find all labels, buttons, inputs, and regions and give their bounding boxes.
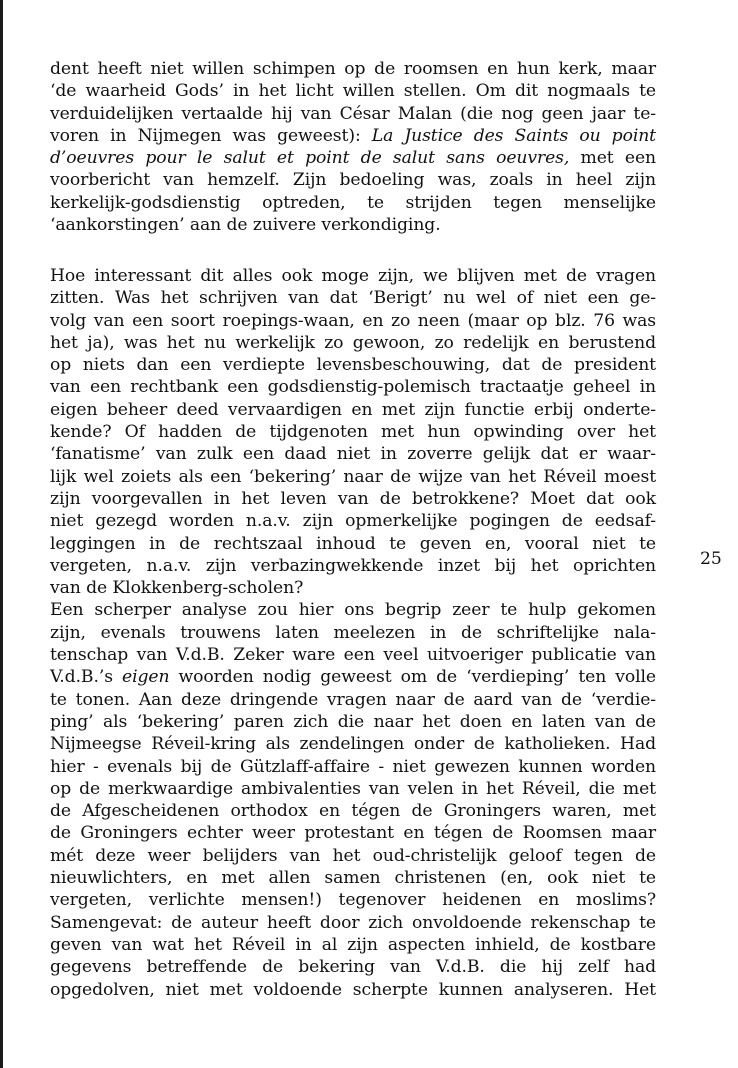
text-line (50, 644, 656, 666)
text-line (50, 103, 656, 125)
text-line (50, 889, 656, 911)
text-segment: nieuwlichters, en met allen samen christenen (en, ook niet te (50, 868, 656, 889)
text-segment: geven van wat het Réveil in al zijn aspecten inhield, de kostbare (50, 934, 656, 955)
text-segment: ‘de waarheid Gods’ in het licht willen stellen. Om dit nogmaals te (50, 81, 656, 102)
text-line (50, 622, 656, 644)
text-line (50, 214, 656, 236)
text-segment: van een rechtbank een godsdienstig-polemisch tractaatje geheel in (50, 377, 656, 398)
text-line (50, 778, 656, 800)
text-segment: vergeten, n.a.v. zijn verbazingwekkende inzet bij het oprichten (50, 555, 656, 576)
text-segment: zijn voorgevallen in het leven van de betrokkene? Moet dat ook (50, 488, 656, 509)
text-segment: voren in Nijmegen was geweest): (50, 125, 372, 146)
text-line (50, 979, 656, 1001)
text-line (50, 533, 656, 555)
text-segment: ping’ als ‘bekering’ paren zich die naar het doen en laten van de (50, 711, 656, 732)
text-segment: mét deze weer belijders van het oud-christelijk geloof tegen de (50, 845, 656, 866)
text-line (50, 756, 656, 778)
text-line (50, 577, 656, 599)
text-segment: verduidelijken vertaalde hij van César Malan (die nog geen jaar te- (50, 103, 656, 124)
text-segment: Een scherper analyse zou hier ons begrip zeer te hulp gekomen (50, 600, 656, 621)
text-line (50, 912, 656, 934)
text-segment: voorbericht van hemzelf. Zijn bedoeling was, zoals in heel zijn (50, 170, 656, 191)
text-line (50, 354, 656, 376)
text-segment: vergeten, verlichte mensen!) tegenover heidenen en moslims? (50, 890, 656, 911)
text-line (50, 800, 656, 822)
text-line (50, 466, 656, 488)
text-line (50, 399, 656, 421)
text-segment: het ja), was het nu werkelijk zo gewoon, zo redelijk en berustend (50, 332, 656, 353)
text-line (50, 58, 656, 80)
italic-text-segment: d’oeuvres pour le salut et point de salut sans oeuvres, (50, 148, 570, 169)
text-line (50, 711, 656, 733)
text-line (50, 510, 656, 532)
text-line (50, 310, 656, 332)
text-segment: kerkelijk-godsdienstig optreden, te strijden tegen menselijke (50, 192, 656, 213)
text-line (50, 488, 656, 510)
text-segment: leggingen in de rechtszaal inhoud te geven en, vooral niet te (50, 533, 656, 554)
text-line (50, 169, 656, 191)
text-segment: ‘fanatisme’ van zulk een daad niet in zoverre gelijk dat er waar- (50, 444, 656, 465)
text-line (50, 956, 656, 978)
text-segment: te tonen. Aan deze dringende vragen naar de aard van de ‘verdie- (50, 689, 656, 710)
text-line (50, 443, 656, 465)
text-segment: V.d.B.’s (50, 667, 122, 688)
text-line (50, 845, 656, 867)
text-line (50, 125, 656, 147)
text-line (50, 192, 656, 214)
text-segment: dent heeft niet willen schimpen op de roomsen en hun kerk, maar (50, 59, 656, 79)
text-segment: volg van een soort roepings-waan, en zo neen (maar op blz. 76 was (50, 310, 656, 331)
text-line (50, 287, 656, 309)
text-segment: de Groningers echter weer protestant en tégen de Roomsen maar (50, 823, 656, 844)
text-segment: niet gezegd worden n.a.v. zijn opmerkelijke pogingen de eedsaf- (50, 511, 656, 532)
text-line (50, 822, 656, 844)
text-segment: tenschap van V.d.B. Zeker ware een veel uitvoeriger publicatie van (50, 645, 656, 666)
paragraph-2 (50, 265, 656, 1001)
text-segment: van de Klokkenberg-scholen? (50, 578, 304, 599)
text-line (50, 421, 656, 443)
text-line (50, 689, 656, 711)
text-segment: Nijmeegse Réveil-kring als zendelingen onder de katholieken. Had (50, 734, 656, 755)
text-line (50, 733, 656, 755)
text-segment: lijk wel zoiets als een ‘bekering’ naar de wijze van het Réveil moest (50, 466, 656, 487)
text-segment: Hoe interessant dit alles ook moge zijn, we blijven met de vragen (50, 266, 656, 286)
text-line (50, 80, 656, 102)
text-line (50, 376, 656, 398)
text-segment: met een (569, 148, 656, 169)
text-segment: gegevens betreffende de bekering van V.d.B. die hij zelf had (50, 957, 656, 978)
text-segment: ‘aankorstingen’ aan de zuivere verkondiging. (50, 215, 441, 236)
text-segment: eigen beheer deed vervaardigen en met zijn functie erbij onderte- (50, 399, 656, 420)
text-segment: de Afgescheidenen orthodox en tégen de Groningers waren, met (50, 801, 656, 822)
page-number: 25 (700, 549, 722, 569)
italic-text-segment: La Justice des Saints ou point (371, 125, 656, 146)
text-segment: kende? Of hadden de tijdgenoten met hun opwinding over het (50, 422, 656, 443)
page-edge-rule (0, 0, 3, 1068)
paragraph-1 (50, 58, 656, 236)
text-segment: op niets dan een verdiepte levensbeschouwing, dat de president (50, 355, 656, 376)
text-segment: op de merkwaardige ambivalenties van velen in het Réveil, die met (50, 778, 656, 799)
italic-text-segment: eigen (122, 667, 170, 688)
text-line (50, 599, 656, 621)
text-segment: hier - evenals bij de Gützlaff-affaire - niet gewezen kunnen worden (50, 756, 656, 777)
text-line (50, 867, 656, 889)
text-line (50, 666, 656, 688)
text-line (50, 147, 656, 169)
text-line (50, 934, 656, 956)
text-line (50, 265, 656, 287)
text-line (50, 332, 656, 354)
text-segment: zijn, evenals trouwens laten meelezen in de schriftelijke nala- (50, 622, 656, 643)
text-segment: opgedolven, niet met voldoende scherpte kunnen analyseren. Het (50, 979, 656, 1000)
text-segment: Samengevat: de auteur heeft door zich onvoldoende rekenschap te (50, 912, 656, 933)
text-line (50, 555, 656, 577)
text-segment: woorden nodig geweest om de ‘verdieping’ ten volle (169, 667, 656, 688)
text-segment: zitten. Was het schrijven van dat ‘Berigt’ nu wel of niet een ge- (50, 288, 656, 309)
